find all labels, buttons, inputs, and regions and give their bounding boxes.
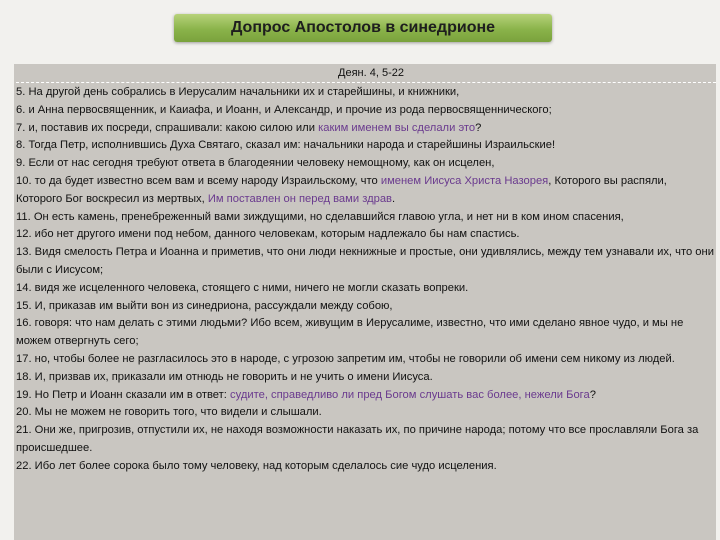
verse-text: 19. Но Петр и Иоанн сказали им в ответ: — [16, 388, 230, 401]
verse-text: 10. то да будет известно всем вам и всему народу Израильскому, что — [16, 174, 381, 187]
scripture-reference: Деян. 4, 5-22 — [338, 67, 404, 79]
verse-text: 11. Он есть камень, пренебреженный вами зиждущими, но сделавшийся главою угла, и нет ни в ком ином спасения, — [16, 210, 624, 223]
verse-text: 16. говоря: что нам делать с этими людьми? Ибо всем, живущим в Иерусалиме, известно, что ими сделано явное чудо, и мы не можем отвергнуть сего; — [16, 317, 684, 348]
verse — [16, 137, 716, 155]
verse-text: ? — [589, 388, 596, 401]
verse-text: 17. но, чтобы более не разгласилось это в народе, с угрозою запретим им, чтобы не говорили об имени сем никому из людей. — [16, 352, 675, 365]
verse — [16, 369, 716, 387]
verse-text: ? — [475, 121, 482, 134]
verse-text: . — [392, 192, 396, 205]
verse — [16, 226, 716, 244]
verse-text: 14. видя же исцеленного человека, стоящего с ними, ничего не могли сказать вопреки. — [16, 281, 469, 294]
verse-highlight: судите, справедливо ли пред Богом слушать вас более, нежели Бога — [230, 388, 590, 401]
verse-text: 20. Мы не можем не говорить того, что видели и слышали. — [16, 406, 322, 419]
slide-title: Допрос Апостолов в синедрионе — [230, 19, 496, 36]
verse — [16, 84, 716, 102]
verse — [16, 315, 716, 351]
verse-highlight: именем Иисуса Христа Назорея — [380, 174, 549, 187]
verse-text: 8. Тогда Петр, исполнившись Духа Святаго, сказал им: начальники народа и старейшины Израильские! — [16, 139, 556, 152]
verse — [16, 422, 716, 458]
verse-text: 5. На другой день собрались в Иерусалим начальники их и старейшины, и книжники, — [16, 86, 460, 98]
verse-text: 15. И, приказав им выйти вон из синедриона, рассуждали между собою, — [16, 299, 393, 312]
verse-text: 12. ибо нет другого имени под небом, данного человекам, которым надлежало бы нам спастись. — [16, 228, 520, 241]
reference-divider — [16, 82, 716, 83]
verse-text: 7. и, поставив их посреди, спрашивали: какою силою или — [16, 121, 319, 134]
verse-text: 6. и Анна первосвященник, и Каиафа, и Иоанн, и Александр, и прочие из рода первосвященнического; — [16, 103, 552, 116]
scripture-panel — [14, 64, 716, 540]
verse-text: , Которого вы распяли, Которого Бог воскресил из мертвых, — [16, 174, 667, 205]
slide-title-banner — [174, 14, 552, 42]
verse-highlight: Им поставлен он перед вами здрав — [207, 192, 392, 205]
verse — [16, 155, 716, 173]
verse — [16, 458, 716, 476]
verse — [16, 209, 716, 227]
verse — [16, 173, 716, 209]
verse — [16, 280, 716, 298]
verse-highlight: каким именем вы сделали это — [318, 121, 476, 134]
verse-text: 13. Видя смелость Петра и Иоанна и приметив, что они люди некнижные и простые, они удивлялись, между тем узнавали их, что они были с Иисусом; — [16, 246, 714, 276]
verse-text: 9. Если от нас сегодня требуют ответа в благодеянии человеку немощному, как он исцелен, — [16, 157, 495, 170]
verse-list — [16, 84, 716, 476]
verse — [16, 351, 716, 369]
verse-text: 22. Ибо лет более сорока было тому человеку, над которым сделалось сие чудо исцеления. — [16, 459, 497, 472]
verse — [16, 404, 716, 422]
verse-text: 18. И, призвав их, приказали им отнюдь не говорить и не учить о имени Иисуса. — [16, 370, 433, 383]
verse — [16, 387, 716, 405]
verse — [16, 102, 716, 120]
verse — [16, 298, 716, 316]
verse — [16, 244, 716, 280]
verse-text: 21. Они же, пригрозив, отпустили их, не находя возможности наказать их, по причине народа; потому что все прославляли Бога за происшедшее. — [16, 424, 699, 454]
verse — [16, 120, 716, 138]
